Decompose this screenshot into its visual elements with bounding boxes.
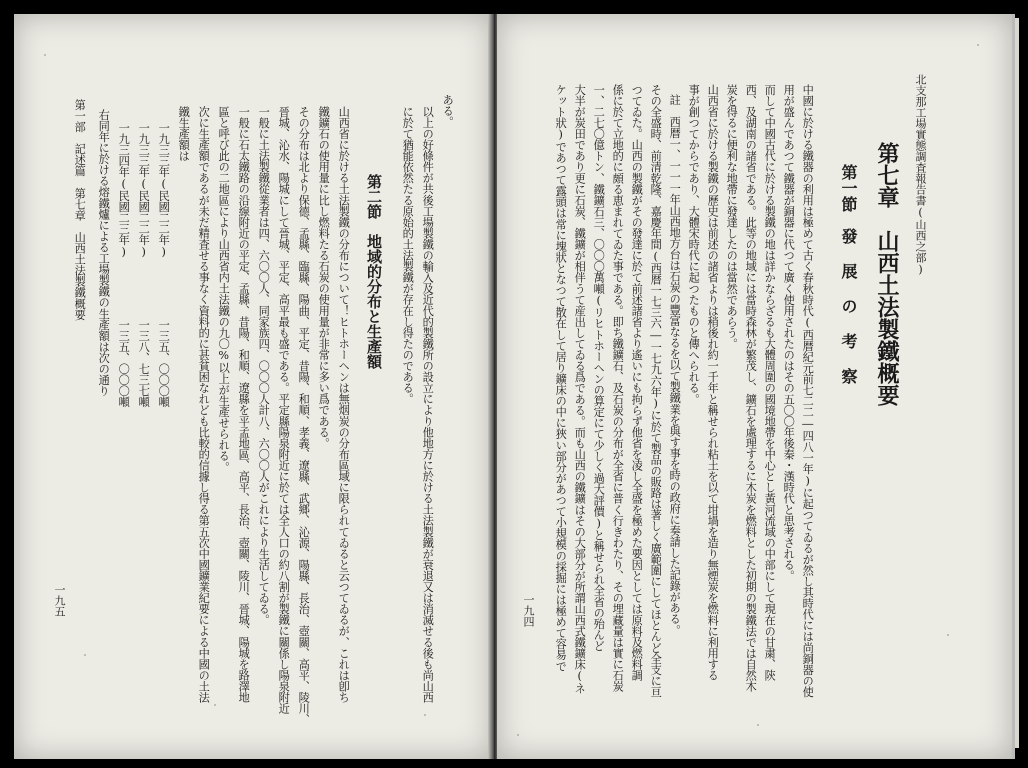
- body-line: 晉城、沁水、陽城にして晉城、平定、高平最も盛である。平定縣陽泉附近に於ては全人口の約八割が製鐵に關係し陽泉附近: [277, 106, 291, 714]
- body-line: その分布は北より保德、孟縣、臨縣、陽曲、平定、昔陽、和順、孝義、遼縣、武鄉、沁源、陽縣、長治、壺關、高平、陵川、: [297, 106, 311, 725]
- note-line: 註 西暦一、一一一年山西地方台は石炭の豐富なるを以て製鐵業を與す事を時の政府に奏請した記錄がある。: [668, 94, 682, 636]
- body-line: 山西省に於ける土法製鐵の分布について！ヒトホーヘンは無烟炭の分布區域に限られてゐると云つてゐるが、これは卽ち: [337, 106, 351, 703]
- body-line: 一般に石太鐵路の沿線附近の平定、孟縣、昔陽、和順、遼縣を平孟地區、高平、長治、壺關、陵川、晉城、陽城を路澤地: [237, 106, 251, 703]
- body-line: 中國に於ける鐵器の利用は極めて古く春秋時代(西暦紀元前七二二―四八一年)に起つてゐるが然し其時代には尚銅器の使: [801, 84, 815, 698]
- right-page-number: 一九四: [522, 594, 535, 627]
- left-page: [14, 14, 492, 759]
- table-amount: 一三五、〇〇〇噸: [117, 319, 131, 408]
- body-line: ケット狀)であつて露頭は常に塊狀となつて散在して居り鑛床の中に狹い部分があつて小規模の採掘には極めて容易で: [554, 84, 568, 672]
- section-title: 第一節 發 展 の 考 察: [839, 164, 858, 384]
- body-line: 鐵生產額は: [177, 106, 191, 162]
- right-page: [497, 14, 1015, 759]
- body-line: 鐵鑛石の使用量に比し燃料たる石炭の使用量が非常に多い爲である。: [317, 106, 331, 449]
- body-line: 用が盛んであつて鐵器が銅器に代つて廣く使用されたのはその五〇〇年後秦・漢時代と思考される。: [782, 84, 796, 582]
- body-line: 山西省に於ける製鐵の歷史は前述の諸省よりは稍後れ約一千年と稱せられ粘土を以て坩堝を造り無煙炭を燃料に利用する: [706, 84, 720, 681]
- running-header: 北支那工場實態調査報告書(山西之部): [914, 74, 927, 276]
- body-line: その全盛時、前清乾隆、嘉慶年間(西暦一七三六―一七九六年)に於て製品の販路は著しく廣範圍にしてほとんど全支に亘: [649, 84, 663, 698]
- table-year: 一九三三年(民國二二年): [137, 122, 151, 259]
- table-amount: 一三八、七三七噸: [137, 319, 151, 408]
- body-line: 次に生產額であるが未だ精査せる事なく資料的に甚貧困なれども比較的信據し得る第五次中國鑛業紀要による中國の土法: [197, 106, 211, 703]
- body-line: つてゐた。山西の製鐵がその發達に於て前述諸省より遙いにも拘らず他省を凌し全盛を極めた要因としては原料及燃料調: [630, 84, 644, 681]
- body-line: 區と呼び此の二地區により山西省内土法鐵の九〇%以上が生產せられる。: [217, 106, 231, 473]
- body-line: 係に於て立地的に頗る恵まれてゐた事である。即ち鐵鑛石、及石炭の分布が全省に普く行きわたり、その埋藏量は實に石炭: [611, 84, 625, 692]
- body-line: 一、二七〇億トン、鐵鑛石三、〇〇〇萬噸(リヒトホーヘンの算定にて少しく過大評價)と稱せられ全省の殆んど: [592, 84, 606, 652]
- chapter-title: 第七章 山西土法製鐵概要: [874, 142, 899, 406]
- left-table-followup: 右同年に於ける熔鐵爐による工場製鐵の生產額は次の通り: [97, 109, 111, 397]
- body-line: 大半が炭田であり更に石炭、鐵鑛が相伴うて産出してゐる爲である。而も山西の鐵鑛はその大部分が所謂山西式鐵鑛床(ネ: [573, 84, 587, 694]
- body-line: に於て猶能依然たる原始的土法製鐵が存在し得たのである。: [401, 106, 415, 405]
- body-line: 而して中國古代に於ける製鐵の地は詳かならざるも大體周圍の國境地帶を中心とし黃河流域の中部にして現在の甘粛、陝: [763, 84, 777, 681]
- body-line: ある。: [441, 94, 455, 128]
- body-line: 一般に土法製鐵從業者は四、六〇〇人、同家族四、〇〇〇人計八、六〇〇人がこれにより生活してゐる。: [257, 106, 271, 626]
- section-title: 第二節 地域的分布と生產額: [365, 174, 383, 369]
- body-line: 以上の好條件が共後工場製鐵の輸入及近代的製鐵所の設立により他地方に於ける土法製鐵が衰退又は消滅せる後も尚山西: [421, 106, 435, 703]
- table-year: 一九三三年(民國二二年): [157, 122, 171, 259]
- body-line: 事が創つてからであり、大體宋時代に起つたものと傳へられる。: [687, 84, 701, 405]
- left-page-number: 一九五: [53, 584, 66, 617]
- left-footer: 第一部 記述篇 第七章 山西土法製鐵概要: [73, 99, 87, 321]
- body-line: 西、及湖南の諸省である。此等の地域には當時森林が繁茂し、鑛石を處理するに木炭を燃料とした初期の製鐵法では自然木: [744, 84, 758, 692]
- table-year: 一九三四年(民國二三年): [117, 122, 131, 259]
- table-amount: 一三五、〇〇〇噸: [157, 319, 171, 408]
- body-line: 炭を得るに便利な地帶に發達したのは當然であらう。: [725, 84, 739, 350]
